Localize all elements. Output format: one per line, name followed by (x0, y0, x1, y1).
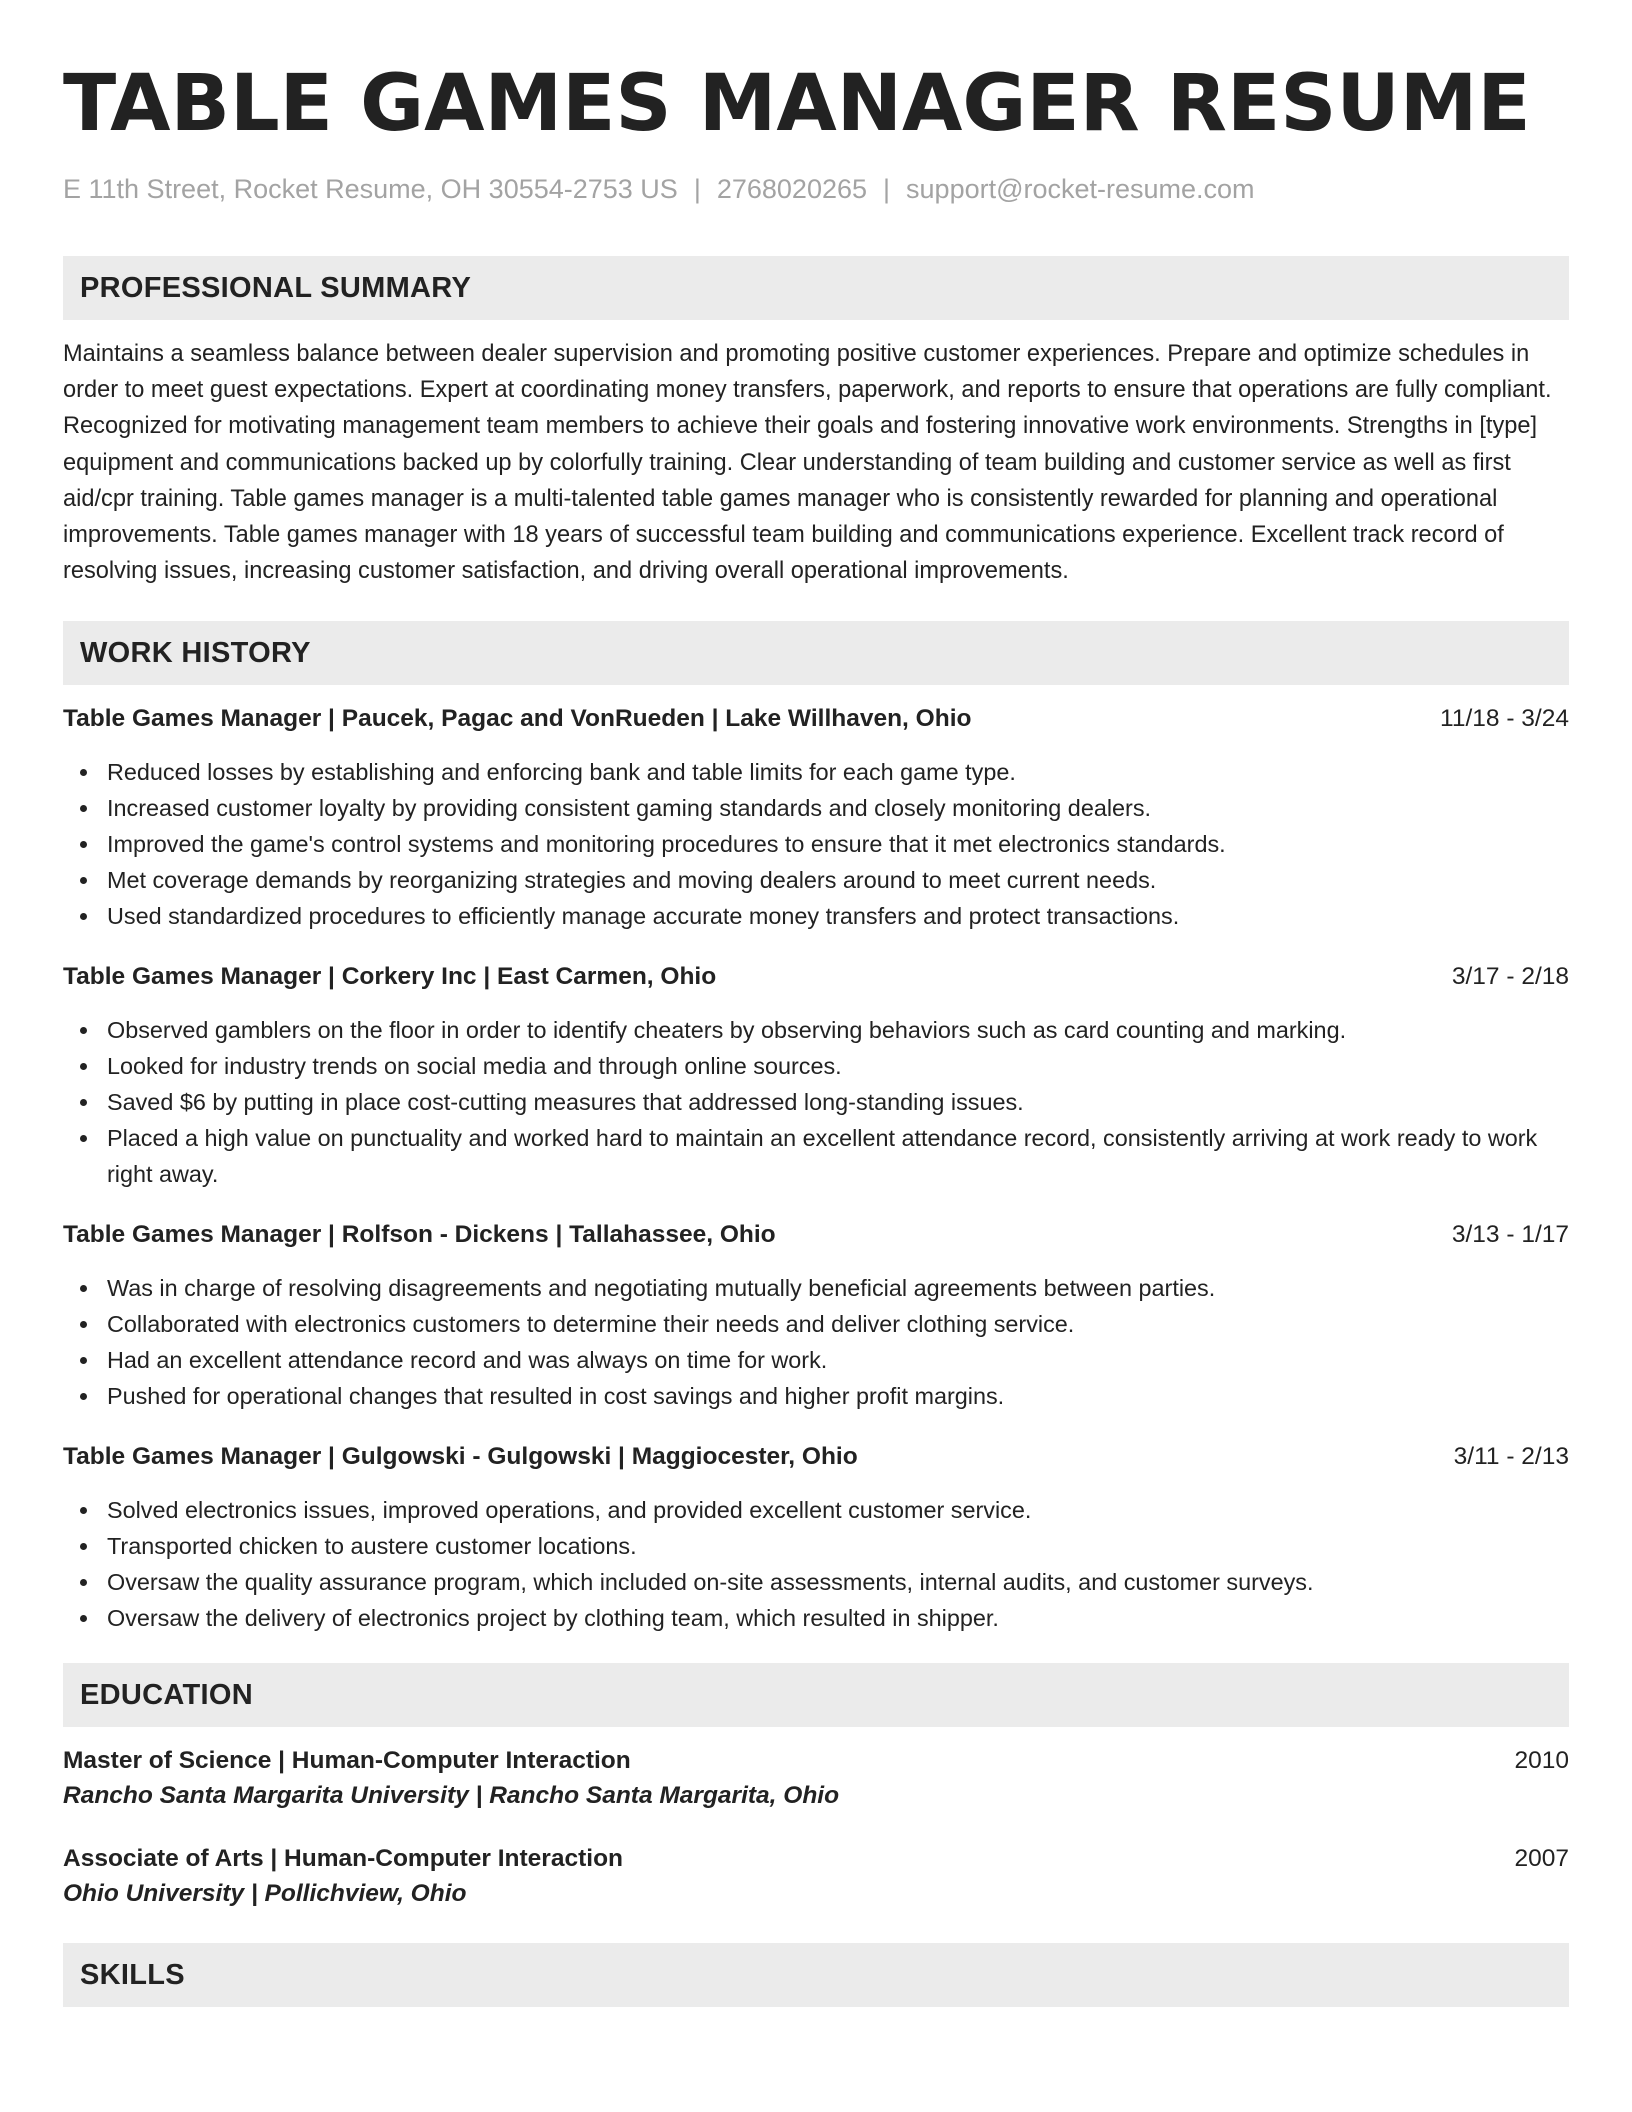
contact-email: support@rocket-resume.com (906, 174, 1255, 204)
education-degree: Master of Science | Human-Computer Interaction (63, 1747, 631, 1775)
section-header-skills: SKILLS (63, 1943, 1569, 2007)
job-bullet: Oversaw the delivery of electronics project by clothing team, which resulted in shipper. (107, 1600, 1569, 1636)
contact-separator: | (693, 174, 701, 204)
section-header-work-history: WORK HISTORY (63, 621, 1569, 685)
job-bullet: Observed gamblers on the floor in order to identify cheaters by observing behaviors such as card counting and marking. (107, 1012, 1569, 1048)
job-dates: 3/13 - 1/17 (1451, 1221, 1569, 1249)
job-bullet: Transported chicken to austere customer locations. (107, 1528, 1569, 1564)
job-dates: 3/17 - 2/18 (1451, 963, 1569, 991)
job-entry (63, 1441, 1569, 1636)
job-bullet: Placed a high value on punctuality and worked hard to maintain an excellent attendance record, consistently arriving at work ready to work right away. (107, 1120, 1569, 1192)
job-bullet: Oversaw the quality assurance program, which included on-site assessments, internal audits, and customer surveys. (107, 1564, 1569, 1600)
education-entry (63, 1745, 1569, 1815)
job-bullet-list (63, 1270, 1569, 1414)
job-bullet: Increased customer loyalty by providing consistent gaming standards and closely monitoring dealers. (107, 790, 1569, 826)
contact-address: E 11th Street, Rocket Resume, OH 30554-2753 US (63, 174, 678, 204)
education-school: Rancho Santa Margarita University | Rancho Santa Margarita, Ohio (63, 1782, 840, 1810)
professional-summary-text: Maintains a seamless balance between dealer supervision and promoting positive customer experiences. Prepare and optimize schedules in order to meet guest expectations. Expert at coordinating money transfers, paperwork, and reports to ensure that operations are fully compliant. Recognized for motivating management team members to achieve their goals and fostering innovative work environments. Strengths in [type] equipment and communications backed up by colorfully training. Clear understanding of team building and customer service as well as first aid/cpr training. Table games manager is a multi-talented table games manager who is consistently rewarded for planning and operational improvements. Table games manager with 18 years of successful team building and communications experience. Excellent track record of resolving issues, increasing customer satisfaction, and driving overall operational improvements. (63, 341, 1552, 585)
job-bullet: Was in charge of resolving disagreements and negotiating mutually beneficial agreements between parties. (107, 1270, 1569, 1306)
job-bullet-list (63, 1012, 1569, 1192)
job-title: Table Games Manager | Paucek, Pagac and VonRueden | Lake Willhaven, Ohio (63, 705, 972, 733)
contact-line (63, 172, 1569, 206)
education-entry (63, 1843, 1569, 1913)
job-bullet: Solved electronics issues, improved operations, and provided excellent customer service. (107, 1492, 1569, 1528)
education-heading (63, 1843, 1569, 1875)
job-heading (63, 961, 1569, 993)
job-title: Table Games Manager | Gulgowski - Gulgowski | Maggiocester, Ohio (63, 1443, 858, 1471)
job-bullet: Improved the game's control systems and monitoring procedures to ensure that it met electronics standards. (107, 826, 1569, 862)
job-title: Table Games Manager | Rolfson - Dickens | Tallahassee, Ohio (63, 1221, 776, 1249)
job-bullet: Reduced losses by establishing and enforcing bank and table limits for each game type. (107, 754, 1569, 790)
section-header-professional-summary: PROFESSIONAL SUMMARY (63, 256, 1569, 320)
job-dates: 11/18 - 3/24 (1440, 705, 1569, 733)
job-bullet: Met coverage demands by reorganizing strategies and moving dealers around to meet current needs. (107, 862, 1569, 898)
job-heading (63, 1219, 1569, 1251)
job-title: Table Games Manager | Corkery Inc | East Carmen, Ohio (63, 963, 717, 991)
education-year: 2010 (1514, 1747, 1569, 1775)
job-heading (63, 703, 1569, 735)
job-bullet: Used standardized procedures to efficiently manage accurate money transfers and protect transactions. (107, 898, 1569, 934)
education-heading (63, 1745, 1569, 1777)
job-bullet-list (63, 1492, 1569, 1636)
job-bullet-list (63, 754, 1569, 934)
section-header-education: EDUCATION (63, 1663, 1569, 1727)
job-bullet: Looked for industry trends on social media and through online sources. (107, 1048, 1569, 1084)
job-bullet: Saved $6 by putting in place cost-cutting measures that addressed long-standing issues. (107, 1084, 1569, 1120)
job-entry (63, 961, 1569, 1192)
job-bullet: Pushed for operational changes that resulted in cost savings and higher profit margins. (107, 1378, 1569, 1414)
resume-title: TABLE GAMES MANAGER RESUME (63, 59, 1531, 149)
job-dates: 3/11 - 2/13 (1453, 1443, 1569, 1471)
job-bullet: Had an excellent attendance record and was always on time for work. (107, 1342, 1569, 1378)
education-school: Ohio University | Pollichview, Ohio (63, 1880, 467, 1908)
contact-separator: | (883, 174, 891, 204)
education-degree: Associate of Arts | Human-Computer Interaction (63, 1845, 623, 1873)
job-heading (63, 1441, 1569, 1473)
job-bullet: Collaborated with electronics customers to determine their needs and deliver clothing service. (107, 1306, 1569, 1342)
contact-phone: 2768020265 (716, 174, 868, 204)
job-entry (63, 703, 1569, 934)
education-year: 2007 (1514, 1845, 1569, 1873)
job-entry (63, 1219, 1569, 1414)
